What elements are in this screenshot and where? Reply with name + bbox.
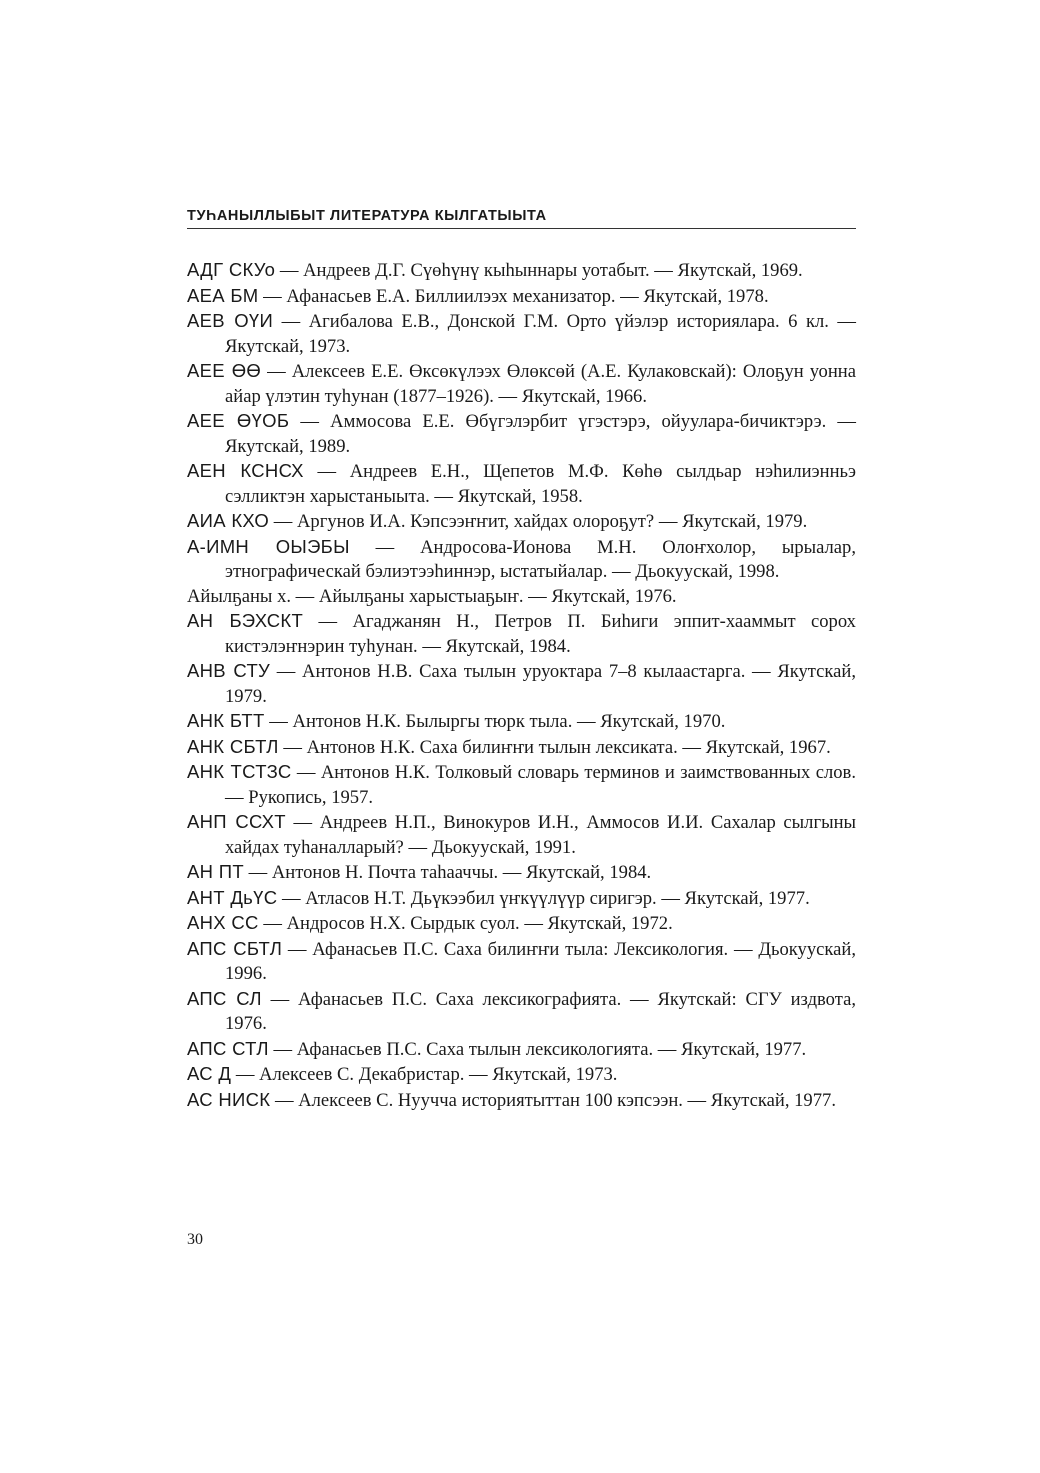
entry-text: — Андреев Н.П., Винокуров И.Н., Аммосов И.И. Сахалар сылгыны хайдах туһаналларый? — Дьокуускай, 1991. <box>225 812 857 858</box>
bibliography-entry <box>187 1037 856 1063</box>
entry-abbreviation: АПС СБТЛ <box>187 937 283 959</box>
bibliography-entry <box>187 535 856 585</box>
entry-text: — Андросов Н.Х. Сырдык суол. — Якутскай, 1972. <box>258 913 673 934</box>
bibliography-entry <box>187 760 856 810</box>
entry-text: — Афанасьев П.С. Саха тылын лексикологията. — Якутскай, 1977. <box>268 1038 807 1060</box>
running-header: ТУҺАНЫЛЛЫБЫТ ЛИТЕРАТУРА КЫЛГАТЫЫТА <box>187 208 856 229</box>
bibliography-entry <box>187 258 856 284</box>
entry-text: — Андреев Е.Н., Щепетов М.Ф. Көһө сылдьар нэһилиэнньэ сэлликтэн харыстаныыта. — Якутскай, 1958. <box>225 461 856 507</box>
entry-abbreviation: АНХ СС <box>187 912 259 933</box>
bibliography-entry <box>187 1088 856 1114</box>
bibliography-entry <box>187 309 856 359</box>
entry-abbreviation: АНК ТСТЗС <box>187 761 292 782</box>
entry-abbreviation: АЕА БМ <box>187 284 259 306</box>
entry-text: Айылҕаны х. — Айылҕаны харыстыаҕыҥ. — Якутскай, 1976. <box>187 585 677 607</box>
entry-text: — Аргунов И.А. Кэпсээҥҥит, хайдах олороҕут? — Якутскай, 1979. <box>269 511 808 532</box>
entry-abbreviation: АНП ССХТ <box>187 811 286 832</box>
entry-abbreviation: А-ИМН ОЫЭБЫ <box>187 535 350 557</box>
bibliography-entry <box>187 609 856 659</box>
entry-abbreviation: АС Д <box>187 1063 232 1084</box>
entry-text: — Алексеев С. Нуучча историятыттан 100 кэпсээн. — Якутскай, 1977. <box>270 1089 836 1111</box>
entry-abbreviation: АЕВ ОҮИ <box>187 310 274 331</box>
bibliography-entry <box>187 860 856 886</box>
entry-abbreviation: АДГ СКУо <box>187 259 276 280</box>
entry-abbreviation: АПС СТЛ <box>187 1037 269 1059</box>
entry-text: — Антонов Н. Почта таһааччы. — Якутскай, 1984. <box>243 862 652 883</box>
entry-text: — Алексеев С. Декабристар. — Якутскай, 1973. <box>231 1064 618 1085</box>
entry-abbreviation: АПС СЛ <box>187 987 262 1009</box>
bibliography-entry <box>187 987 856 1037</box>
bibliography-entry <box>187 459 856 509</box>
entry-text: — Агаджанян Н., Петров П. Биһиги эппит-хааммыт сорох кистэлэҥнэрин туһунан. — Якутскай, 1984. <box>225 611 856 657</box>
page <box>187 0 856 1473</box>
bibliography-entry <box>187 937 856 987</box>
bibliography-entry <box>187 709 856 735</box>
entry-text: — Антонов Н.К. Толковый словарь терминов и заимствованных слов. — Рукопись, 1957. <box>225 762 856 808</box>
entry-text: — Афанасьев П.С. Саха лексикографията. — Якутскай: СГУ издвота, 1976. <box>225 988 856 1034</box>
bibliography-entry <box>187 409 856 459</box>
entry-abbreviation: АН ПТ <box>187 861 244 882</box>
entry-abbreviation: АНТ ДьҮС <box>187 886 278 908</box>
page-number: 30 <box>187 1231 203 1248</box>
entry-text: — Афанасьев Е.А. Биллиилээх механизатор. — Якутскай, 1978. <box>258 285 769 307</box>
bibliography-entry <box>187 911 856 937</box>
entry-abbreviation: АС НИСК <box>187 1088 271 1110</box>
bibliography-entry <box>187 886 856 912</box>
bibliography-list <box>187 258 856 1113</box>
bibliography-entry <box>187 585 856 610</box>
entry-text: — Антонов Н.К. Былыргы тюрк тыла. — Якутскай, 1970. <box>264 711 726 732</box>
bibliography-entry <box>187 659 856 709</box>
entry-text: — Афанасьев П.С. Саха билиҥҥи тыла: Лексикология. — Дьокуускай, 1996. <box>225 938 856 984</box>
entry-text: — Андросова-Ионова М.Н. Олоҥхолор, ырыалар, этнографическай бэлиэтээһиннэр, ыстатыйалар. — Дьокуускай, 1998. <box>225 536 857 582</box>
entry-text: — Алексеев Е.Е. Өксөкүлээх Өлөксөй (А.Е. Кулаковскай): Олоҕун уонна айар үлэтин туһунан (1877–1926). — Якутскай, 1966. <box>225 361 856 407</box>
bibliography-entry <box>187 735 856 761</box>
entry-text: — Агибалова Е.В., Донской Г.М. Орто үйэлэр историялара. 6 кл. — Якутскай, 1973. <box>225 311 857 357</box>
bibliography-entry <box>187 810 856 860</box>
entry-text: — Аммосова Е.Е. Өбүгэлэрбит үгэстэрэ, ойуулара-бичиктэрэ. — Якутскай, 1989. <box>225 411 856 457</box>
entry-abbreviation: АН БЭХСКТ <box>187 610 304 631</box>
entry-abbreviation: АНК БТТ <box>187 710 265 731</box>
bibliography-entry <box>187 1062 856 1088</box>
entry-text: — Атласов Н.Т. Дьүкээбил үҥкүүлүүр сиригэр. — Якутскай, 1977. <box>277 887 810 909</box>
entry-text: — Андреев Д.Г. Сүөһүнү кыһыннары уотабыт. — Якутскай, 1969. <box>275 260 803 281</box>
bibliography-entry <box>187 359 856 409</box>
entry-abbreviation: АНК СБТЛ <box>187 735 279 757</box>
entry-abbreviation: АЕН КСНСХ <box>187 460 304 481</box>
entry-abbreviation: АЕЕ ӨӨ <box>187 360 262 381</box>
entry-abbreviation: АИА КХО <box>187 510 270 531</box>
entry-abbreviation: АНВ СТУ <box>187 660 271 681</box>
bibliography-entry <box>187 509 856 535</box>
entry-abbreviation: АЕЕ ӨҮОБ <box>187 410 290 431</box>
entry-text: — Антонов Н.В. Саха тылын уруоктара 7–8 кылаастарга. — Якутскай, 1979. <box>225 661 857 707</box>
bibliography-entry <box>187 284 856 310</box>
entry-text: — Антонов Н.К. Саха билиҥҥи тылын лексиката. — Якутскай, 1967. <box>278 736 831 758</box>
